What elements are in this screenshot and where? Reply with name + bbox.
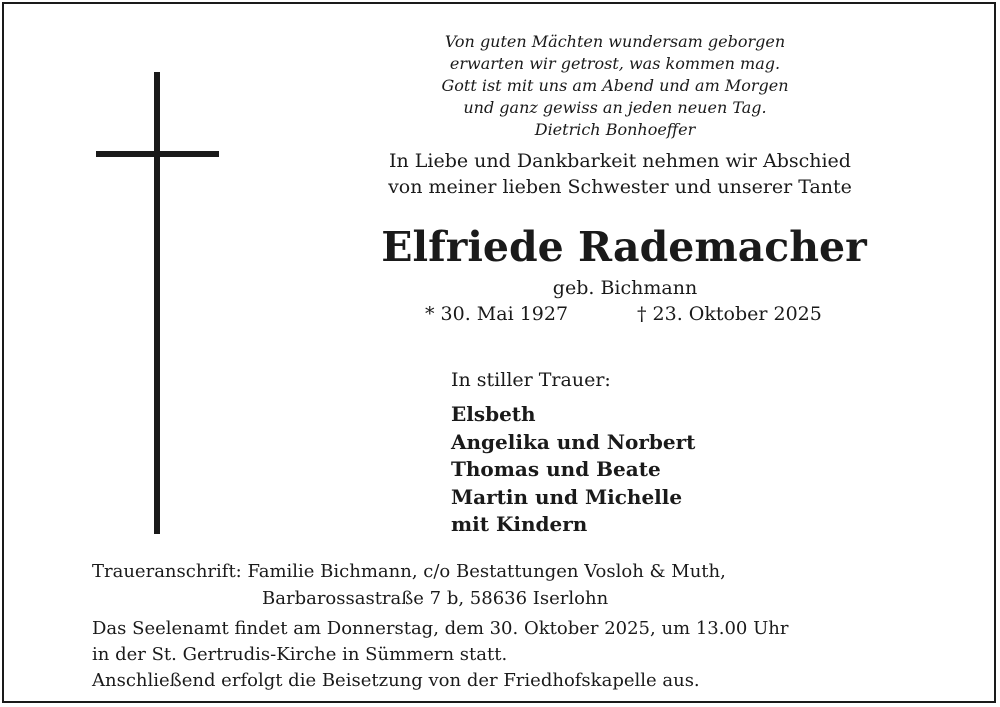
mourner-name: mit Kindern	[451, 512, 588, 536]
poem-author: Dietrich Bonhoeffer	[534, 120, 696, 139]
mourner-name: Thomas und Beate	[451, 457, 661, 481]
service-info	[92, 616, 788, 694]
intro-line-2: von meiner lieben Schwester und unserer Tante	[388, 176, 852, 198]
deceased-name: Elfriede Rademacher	[381, 223, 867, 271]
service-line-1: Das Seelenamt findet am Donnerstag, dem 30. Oktober 2025, um 13.00 Uhr	[92, 618, 789, 639]
mourning-address-line-1: Traueranschrift: Familie Bichmann, c/o Bestattungen Vosloh & Muth,	[92, 561, 726, 582]
born-name: geb. Bichmann	[552, 277, 698, 299]
mourning-address-line-2: Barbarossastraße 7 b, 58636 Iserlohn	[262, 588, 609, 609]
poem-line: Gott ist mit uns am Abend und am Morgen	[441, 76, 789, 95]
mourner-name: Angelika und Norbert	[451, 429, 696, 454]
poem-line: Von guten Mächten wundersam geborgen	[444, 32, 786, 51]
cross-vertical-beam	[154, 72, 160, 534]
poem-line: und ganz gewiss an jeden neuen Tag.	[463, 98, 767, 117]
mourners-list	[451, 401, 695, 539]
intro-line-1: In Liebe und Dankbarkeit nehmen wir Abschied	[389, 150, 851, 172]
death-date: † 23. Oktober 2025	[637, 303, 822, 325]
mourner-name: Martin und Michelle	[451, 484, 683, 509]
birth-date: * 30. Mai 1927	[425, 303, 569, 325]
poem	[380, 31, 850, 141]
service-line-3: Anschließend erfolgt die Beisetzung von der Friedhofskapelle aus.	[92, 670, 700, 691]
mourner-name: Elsbeth	[451, 402, 536, 426]
intro-text	[330, 148, 910, 200]
mourning-label: In stiller Trauer:	[451, 369, 611, 391]
poem-line: erwarten wir getrost, was kommen mag.	[449, 54, 781, 73]
service-line-2: in der St. Gertrudis-Kirche in Sümmern statt.	[92, 644, 508, 665]
cross-horizontal-beam	[96, 151, 219, 157]
